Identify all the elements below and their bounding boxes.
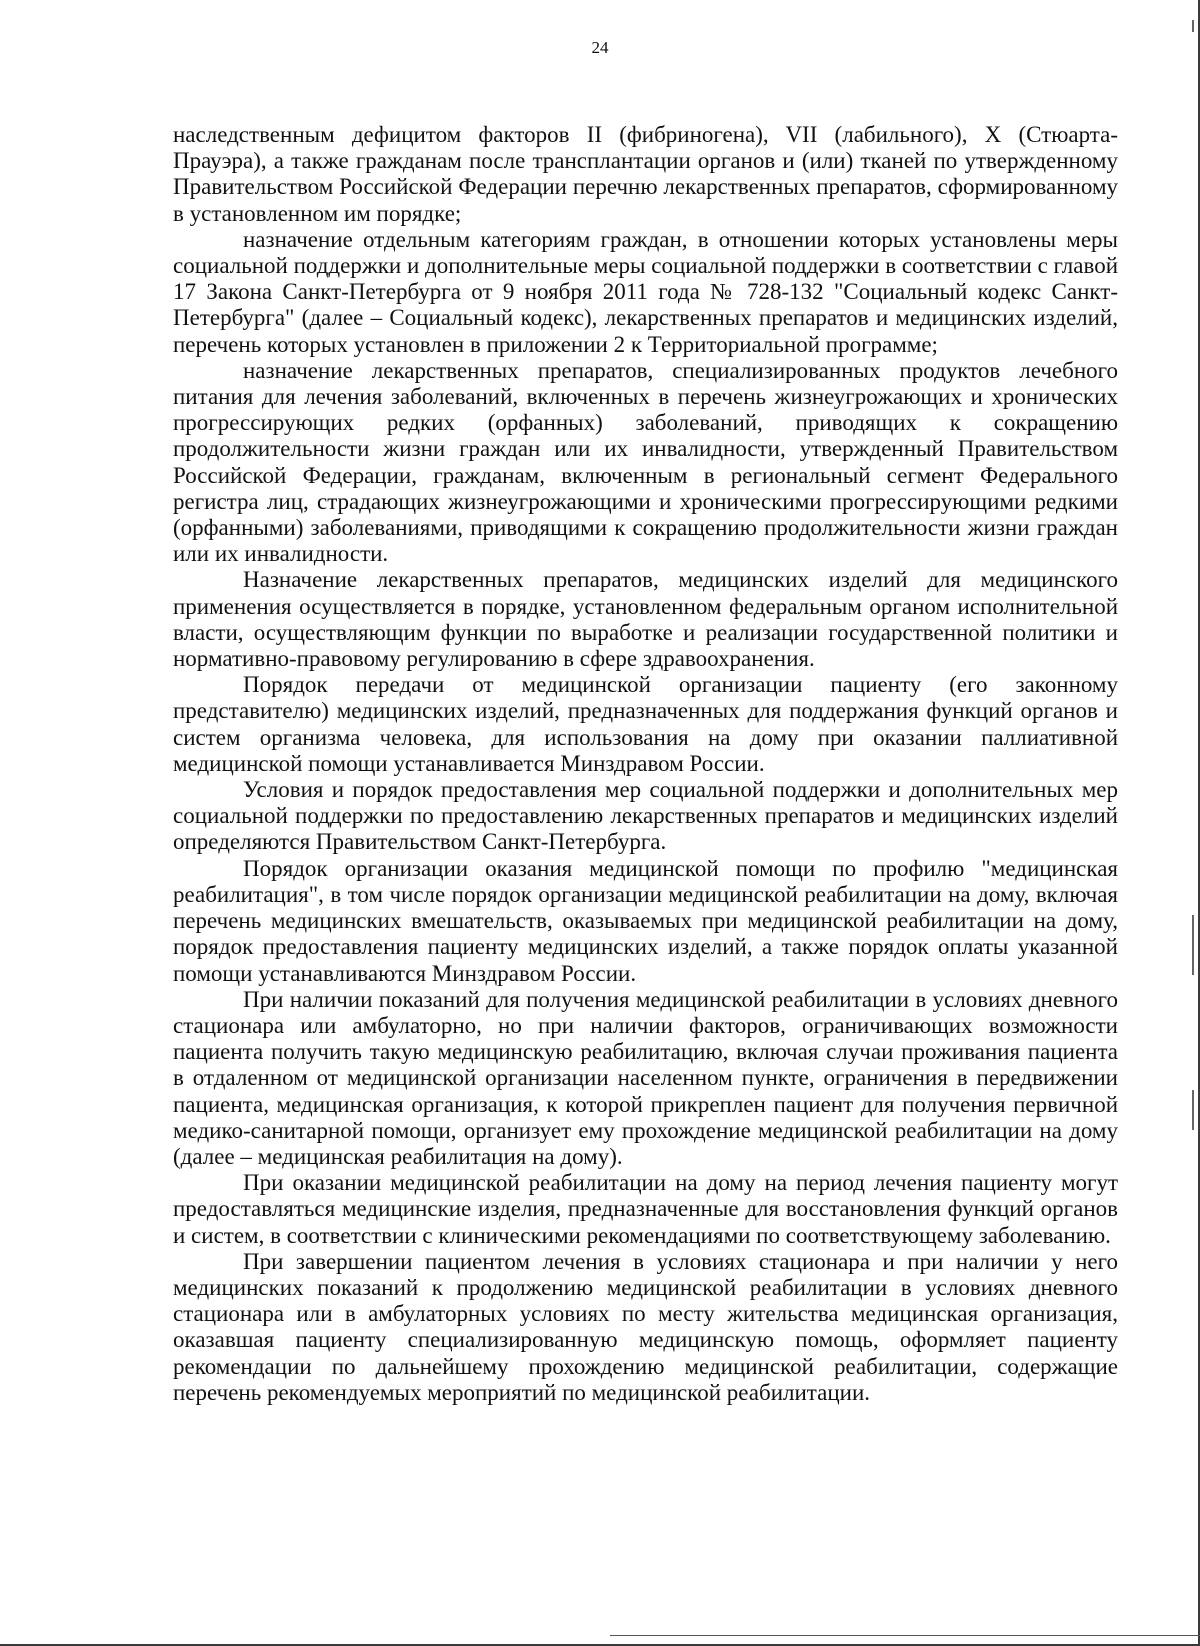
scan-mark: [1192, 915, 1194, 975]
paragraph-prescription-procedure: Назначение лекарственных препаратов, медицинских изделий для медицинского применения осуществляется в порядке, установленном федеральным органом исполнительной власти, осуществляющим функции по выработке и реализации государственной политики и нормативно-правовому регулированию в сфере здравоохранения.: [173, 567, 1118, 672]
document-body: [173, 122, 1118, 1406]
paragraph-rehabilitation-devices: При оказании медицинской реабилитации на дому на период лечения пациенту могут предоставляться медицинские изделия, предназначенные для восстановления функций органов и систем, в соответствии с клиническими рекомендациями по соответствующему заболеванию.: [173, 1170, 1118, 1248]
paragraph-discharge-recommendations: При завершении пациентом лечения в условиях стационара и при наличии у него медицинских показаний к продолжению медицинской реабилитации в условиях дневного стационара или в амбулаторных условиях по месту жительства медицинская организация, оказавшая пациенту специализированную медицинскую помощь, оформляет пациенту рекомендации по дальнейшему прохождению медицинской реабилитации, содержащие перечень рекомендуемых мероприятий по медицинской реабилитации.: [173, 1248, 1118, 1405]
paragraph-social-support-prescription: назначение отдельным категориям граждан, в отношении которых установлены меры социальной поддержки и дополнительные меры социальной поддержки в соответствии с главой 17 Закона Санкт-Петербурга от 9 ноября 2011 года № 728-132 "Социальный кодекс Санкт-Петербурга" (далее – Социальный кодекс), лекарственных препаратов и медицинских изделий, перечень которых установлен в приложении 2 к Территориальной программе;: [173, 226, 1118, 357]
scan-edge-bottom-line: [610, 1635, 1200, 1636]
scan-mark: [1192, 1090, 1194, 1130]
paragraph-orphan-diseases: назначение лекарственных препаратов, специализированных продуктов лечебного питания для лечения заболеваний, включенных в перечень жизнеугрожающих и хронических прогрессирующих редких (орфанных) заболеваний, приводящих к сокращению продолжительности жизни граждан или их инвалидности, утвержденный Правительством Российской Федерации, гражданам, включенным в региональный сегмент Федерального регистра лиц, страдающих жизнеугрожающими и хроническими прогрессирующими редкими (орфанными) заболеваниями, приводящими к сокращению продолжительности жизни граждан или их инвалидности.: [173, 357, 1118, 567]
paragraph-continuation: наследственным дефицитом факторов II (фибриногена), VII (лабильного), X (Стюарта-Прауэра), а также гражданам после трансплантации органов и (или) тканей по утвержденному Правительством Российской Федерации перечню лекарственных препаратов, сформированному в установленном им порядке;: [173, 122, 1118, 226]
paragraph-palliative-devices: Порядок передачи от медицинской организации пациенту (его законному представителю) медицинских изделий, предназначенных для поддержания функций органов и систем организма человека, для использования на дому при оказании паллиативной медицинской помощи устанавливается Минздравом России.: [173, 672, 1118, 776]
scan-mark: [1192, 20, 1194, 32]
paragraph-home-rehabilitation: При наличии показаний для получения медицинской реабилитации в условиях дневного стационара или амбулаторно, но при наличии факторов, ограничивающих возможности пациента получить такую медицинскую реабилитацию, включая случаи проживания пациента в отдаленном от медицинской организации населенном пункте, ограничения в передвижении пациента, медицинская организация, к которой прикреплен пациент для получения первичной медико-санитарной помощи, организует ему прохождение медицинской реабилитации на дому (далее – медицинская реабилитация на дому).: [173, 986, 1118, 1169]
paragraph-rehabilitation-procedure: Порядок организации оказания медицинской помощи по профилю "медицинская реабилитация", в том числе порядок организации медицинской реабилитации на дому, включая перечень медицинских вмешательств, оказываемых при медицинской реабилитации на дому, порядок предоставления пациенту медицинских изделий, а также порядок оплаты указанной помощи устанавливаются Минздравом России.: [173, 855, 1118, 986]
page-number: 24: [591, 38, 609, 57]
paragraph-support-conditions: Условия и порядок предоставления мер социальной поддержки и дополнительных мер социальной поддержки по предоставлению лекарственных препаратов и медицинских изделий определяются Правительством Санкт-Петербурга.: [173, 777, 1118, 855]
